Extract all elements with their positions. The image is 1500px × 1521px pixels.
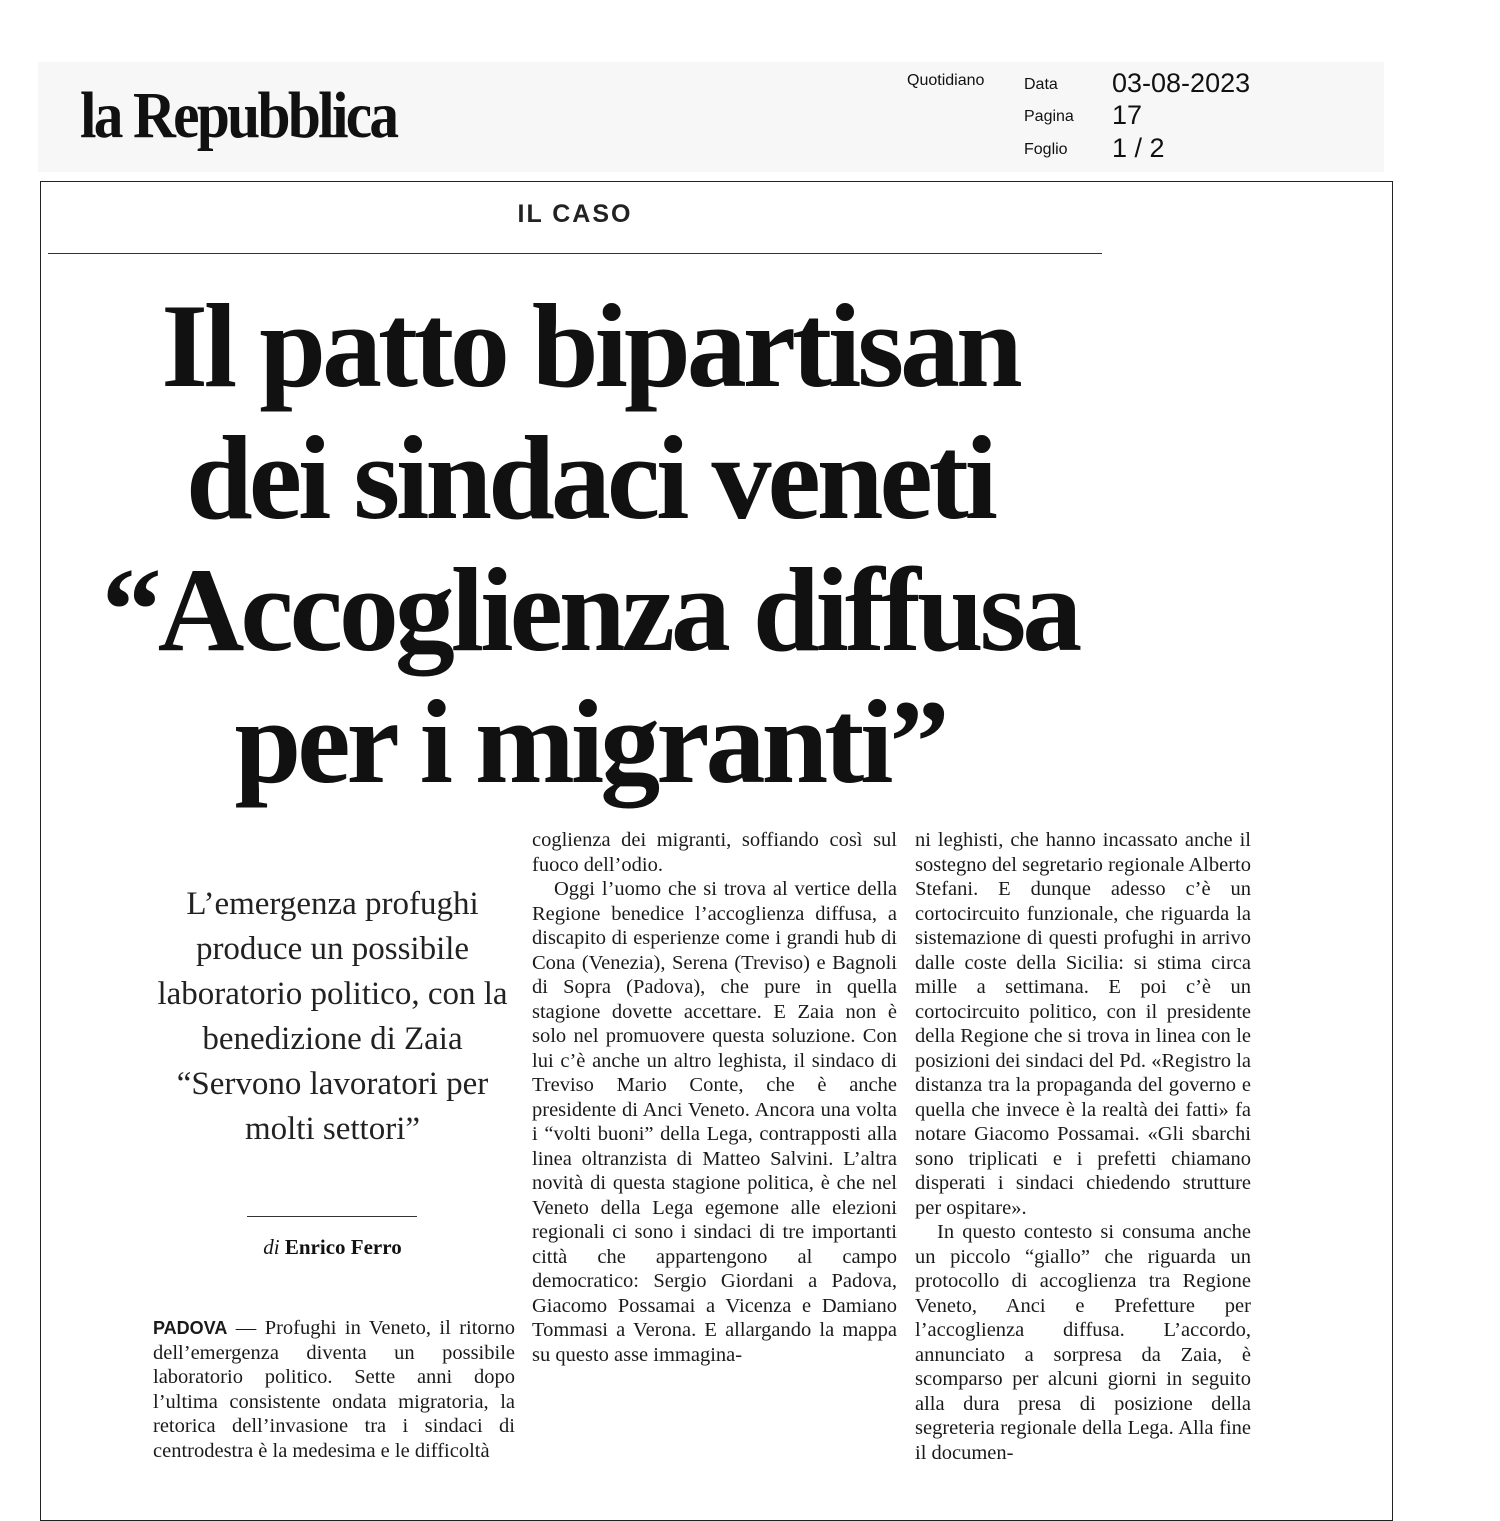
publication-type: Quotidiano <box>907 72 985 89</box>
meta-data-label: Data <box>1024 76 1058 93</box>
byline-divider <box>247 1216 417 1217</box>
article-byline <box>150 1235 515 1260</box>
article-column-1 <box>153 1316 515 1463</box>
meta-foglio-label: Foglio <box>1024 141 1068 158</box>
dateline: PADOVA <box>153 1318 228 1338</box>
meta-pagina-value: 17 <box>1112 100 1143 130</box>
column-paragraph: coglienza dei migranti, soffiando così sul fuoco dell’odio. <box>532 829 897 876</box>
column-paragraph: In questo contesto si consuma anche un piccolo “giallo” che riguarda un protocollo di accoglienza tra Regione Veneto, Anci e Prefetture per l’accoglienza diffusa. L’accordo, annunciato a sorpresa da Zaia, è scomparso per alcuni giorni in seguito alla dura presa di posizione della segreteria regionale della Lega. Alla fine il documen- <box>915 1221 1251 1464</box>
column-text: — Profughi in Veneto, il ritorno dell’emergenza diventa un possibile laboratorio politico. Sette anni dopo l’ultima consistente ondata migratoria, la retorica dell’invasione tra i sindaci di centrodestra è la medesima e le difficoltà <box>153 1317 515 1462</box>
column-paragraph: ni leghisti, che hanno incassato anche il sostegno del segretario regionale Alberto Stefani. E dunque adesso c’è un cortocircuito funzionale, che riguarda la sistemazione di questi profughi in arrivo dalle coste della Sicilia: si stima circa mille a settimana. E poi c’è un cortocircuito politico, con il presidente della Regione che si trova in linea con le posizioni dei sindaci del Pd. «Registro la distanza tra la propaganda del governo e quella che invece è la realtà dei fatti» fa notare Giacomo Possamai. «Gli sbarchi sono triplicati e i prefetti chiamano disperati i sindaci chiedendo strutture per ospitare». <box>915 829 1251 1219</box>
headline-line: per i migranti” <box>234 675 946 808</box>
article-kicker: IL CASO <box>517 200 633 228</box>
byline-author: Enrico Ferro <box>284 1235 402 1259</box>
meta-pagina-label: Pagina <box>1024 108 1074 125</box>
column-paragraph: Oggi l’uomo che si trova al vertice della Regione benedice l’accoglienza diffusa, a discapito di esperienze come i grandi hub di Cona (Venezia), Serena (Treviso) e Bagnoli di Sopra (Padova), che pure in quella stagione dovette accettare. E Zaia non è solo nel promuovere questa soluzione. Con lui c’è anche un altro leghista, il sindaco di Treviso Mario Conte, che è anche presidente di Anci Veneto. Ancora una volta i “volti buoni” della Lega, contrapposti alla linea oltranzista di Matteo Salvini. L’altra novità di questa stagione politica, è che nel Veneto della Lega egemone alle elezioni regionali ci sono i sindaci di tre importanti città che appartengono al campo democratico: Sergio Giordani a Padova, Giacomo Possamai a Vicenza e Damiano Tommasi a Verona. E allargando la mappa su questo asse immagina- <box>532 878 897 1366</box>
newspaper-logo: la Repubblica <box>80 79 397 152</box>
article-subhead: L’emergenza profughi produce un possibile laboratorio politico, con la benedizione di Zaia “Servono lavoratori per molti settori” <box>157 886 508 1147</box>
byline-prefix: di <box>263 1235 280 1259</box>
meta-foglio-value: 1 / 2 <box>1112 133 1165 163</box>
article-column-2 <box>532 828 897 1367</box>
article-headline <box>60 280 1120 808</box>
headline-line: Il patto bipartisan <box>161 279 1019 412</box>
headline-line: dei sindaci veneti <box>185 411 995 544</box>
kicker-divider <box>48 253 1102 254</box>
meta-data-value: 03-08-2023 <box>1112 68 1251 98</box>
article-column-3 <box>915 828 1251 1465</box>
headline-line: “Accoglienza diffusa <box>101 543 1079 676</box>
